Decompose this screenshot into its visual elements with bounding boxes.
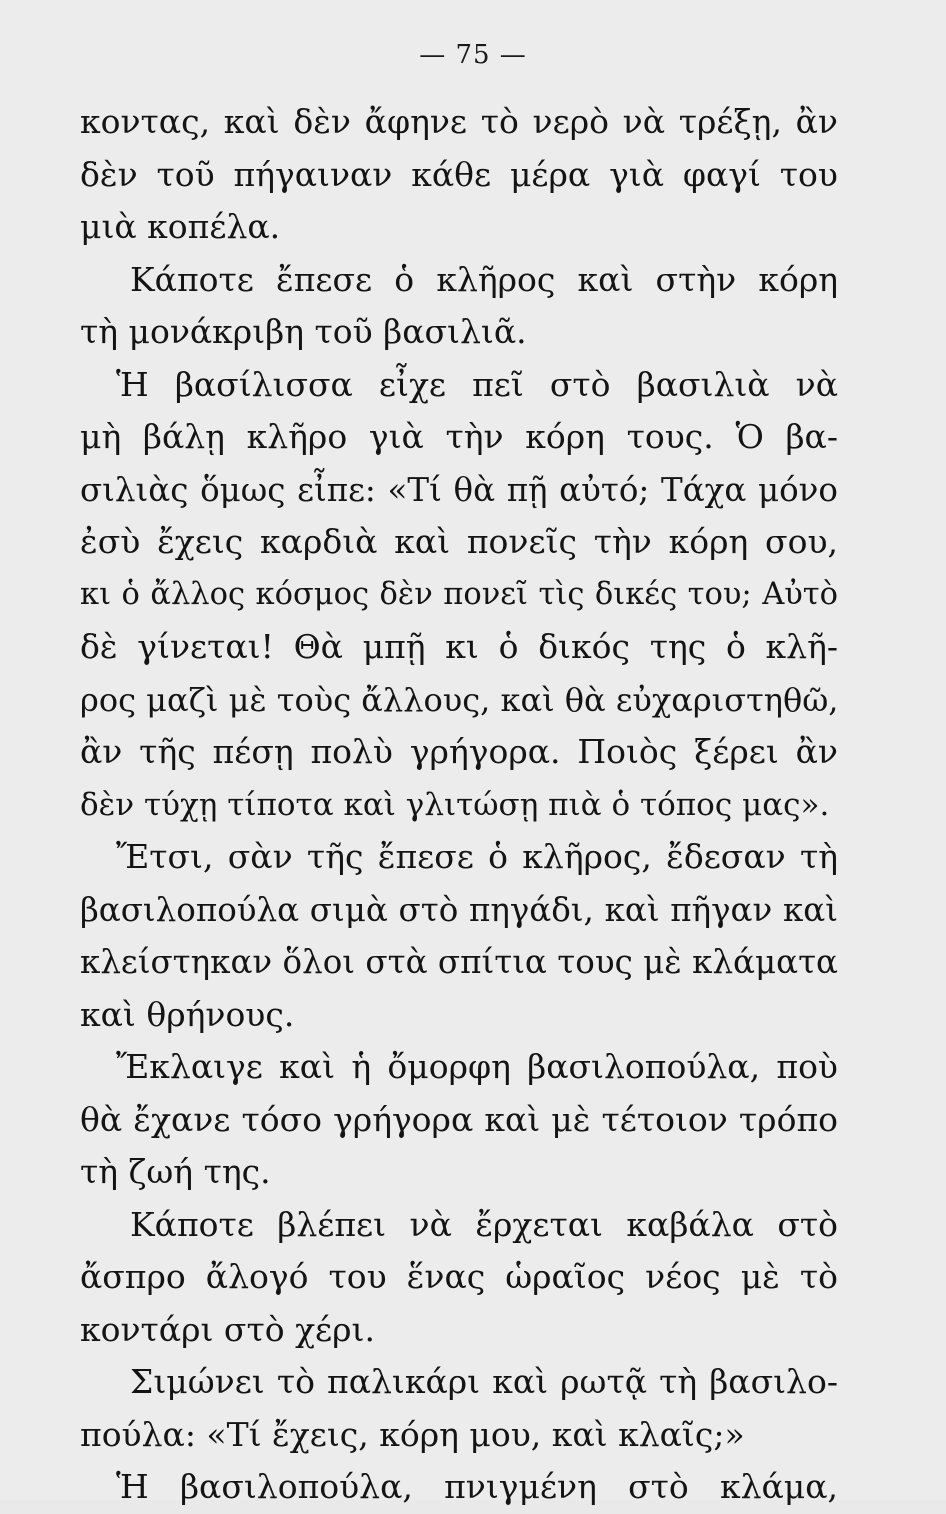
text-line: κοντάρι στὸ χέρι. <box>80 1309 375 1349</box>
text-line: μὴ βάλῃ κλῆρο γιὰ τὴν κόρη τους. Ὁ βα- <box>80 417 838 456</box>
text-line: θὰ ἔχανε τόσο γρήγορα καὶ μὲ τέτοιον τρόπο <box>80 1099 838 1139</box>
text-line: κοντας, καὶ δὲν ἄφηνε τὸ νερὸ νὰ τρέξῃ, ἂν <box>80 102 838 141</box>
text-line: Σιμώνει τὸ παλικάρι καὶ ρωτᾷ τὴ βασιλο- <box>130 1362 838 1401</box>
text-line: πούλα: «Τί ἔχεις, κόρη μου, καὶ κλαῖς;» <box>80 1414 745 1454</box>
text-line: μιὰ κοπέλα. <box>80 207 281 246</box>
text-line: Ἔτσι, σὰν τῆς ἔπεσε ὁ κλῆρος, ἔδεσαν τὴ <box>116 837 838 876</box>
text-line: δὲ γίνεται! Θὰ μπῇ κι ὁ δικός της ὁ κλῆ- <box>80 627 838 666</box>
text-line: δὲν τοῦ πήγαιναν κάθε μέρα γιὰ φαγί του <box>80 154 838 194</box>
text-line: τὴ μονάκριβη τοῦ βασιλιᾶ. <box>80 312 527 351</box>
text-line: σιλιὰς ὅμως εἶπε: «Τί θὰ πῇ αὐτό; Τάχα μόνο <box>80 470 838 509</box>
text-line: Κάποτε βλέπει νὰ ἔρχεται καβάλα στὸ <box>130 1204 838 1244</box>
text-line: τὴ ζωή της. <box>80 1152 271 1191</box>
text-line: κι ὁ ἄλλος κόσμος δὲν πονεῖ τὶς δικές του; Αὐτὸ <box>80 576 838 612</box>
text-line: ἄσπρο ἄλογό του ἕνας ὡραῖος νέος μὲ τὸ <box>80 1257 838 1296</box>
body-text <box>80 96 838 1514</box>
page-number: — 75 — <box>419 40 527 70</box>
text-line: ἂν τῆς πέσῃ πολὺ γρήγορα. Ποιὸς ξέρει ἂν <box>80 732 838 771</box>
text-line: Κάποτε ἔπεσε ὁ κλῆρος καὶ στὴν κόρη <box>130 259 838 299</box>
text-line: κλείστηκαν ὅλοι στὰ σπίτια τους μὲ κλάματα <box>80 943 838 981</box>
text-line: ἐσὺ ἔχεις καρδιὰ καὶ πονεῖς τὴν κόρη σου, <box>80 522 838 561</box>
text-line: καὶ θρήνους. <box>80 994 295 1034</box>
text-line: Ἡ βασίλισσα εἶχε πεῖ στὸ βασιλιὰ νὰ <box>116 364 838 404</box>
text-line: Ἔκλαιγε καὶ ἡ ὄμορφη βασιλοπούλα, ποὺ <box>116 1047 838 1086</box>
text-line: βασιλοπούλα σιμὰ στὸ πηγάδι, καὶ πῆγαν καὶ <box>80 890 838 929</box>
text-line: δὲν τύχῃ τίποτα καὶ γλιτώσῃ πιὰ ὁ τόπος μας». <box>80 786 830 823</box>
text-line: Ἡ βασιλοπούλα, πνιγμένη στὸ κλάμα, <box>116 1467 838 1506</box>
text-line: ρος μαζὶ μὲ τοὺς ἄλλους, καὶ θὰ εὐχαριστηθῶ, <box>80 680 839 719</box>
